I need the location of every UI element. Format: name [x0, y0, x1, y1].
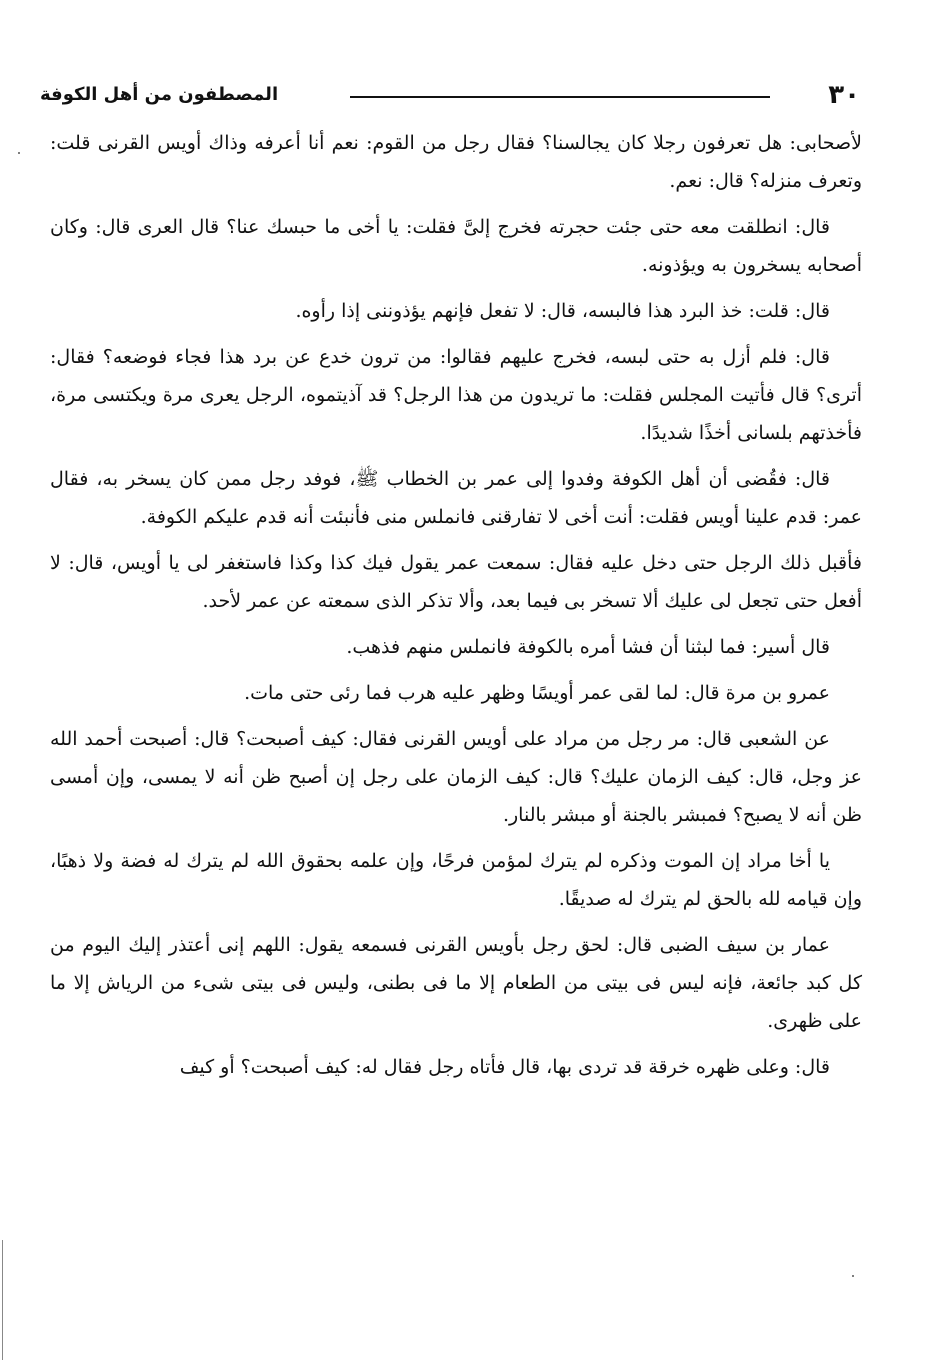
paragraph: قال: وعلى ظهره خرقة قد تردى بها، قال فأتاه رجل فقال له: كيف أصبحت؟ أو كيف: [179, 1056, 830, 1078]
paragraph: عمار بن سيف الضبى قال: لحق رجل بأويس القرنى فسمعه يقول: اللهم إنى أعتذر إليك اليوم من كل كبد جائعة، فإنه ليس فى بيتى من الطعام إلا ما فى بطنى، وليس فى بيتى شىء من الرياش إلا ما على ظهرى.: [50, 934, 862, 1032]
page-number: ٣٠: [828, 80, 860, 110]
paragraph: قال أسير: فما لبثنا أن فشا أمره بالكوفة فانملس منهم فذهب.: [346, 636, 830, 658]
paragraph: قال: قلت: خذ البرد هذا فالبسه، قال: لا تفعل فإنهم يؤذوننى إذا رأوه.: [295, 300, 830, 322]
paragraph: يا أخا مراد إن الموت وذكره لم يترك لمؤمن فرحًا، وإن علمه بحقوق الله لم يترك له فضة ولا ذهبًا، وإن قيامه لله بالحق لم يترك له صديقًا.: [50, 850, 862, 910]
paragraph: قال: فلم أزل به حتى لبسه، فخرج عليهم فقالوا: من ترون خدع عن برد هذا فجاء فوضعه؟ فقال: أترى؟ قال فأتيت المجلس فقلت: ما تريدون من هذا الرجل؟ قد آذيتموه، الرجل يعرى مرة ويكتسى مرة، فأخذتهم بلسانى أخذًا شديدًا.: [50, 346, 862, 444]
paragraph: عمرو بن مرة قال: لما لقى عمر أويسًا وظهر عليه هرب فما رئى حتى مات.: [244, 682, 830, 704]
scan-speck: [18, 152, 20, 154]
paragraph: قال: فقُضى أن أهل الكوفة وفدوا إلى عمر بن الخطاب ﷺ، فوفد رجل ممن كان يسخر به، فقال عمر: قدم علينا أويس فقلت: أنت أخى لا تفارقنى فانملس منى فأنبئت أنه قدم عليكم الكوفة.: [50, 468, 862, 528]
paragraph: قال: انطلقت معه حتى جئت حجرته فخرج إلىَّ فقلت: يا أخى ما حبسك عنا؟ قال العرى قال: وكان أصحابه يسخرون به ويؤذونه.: [50, 216, 862, 276]
scan-margin-line: [2, 1240, 3, 1360]
paragraph: عن الشعبى قال: مر رجل من مراد على أويس القرنى فقال: كيف أصبحت؟ قال: أصبحت أحمد الله عز وجل، قال: كيف الزمان عليك؟ قال: كيف الزمان على رجل إن أصبح ظن أنه لا يمسى، وإن أمسى ظن أنه لا يصبح؟ فمبشر بالجنة أو مبشر بالنار.: [50, 728, 862, 826]
header-rule: [350, 96, 770, 98]
page-header: [40, 78, 860, 118]
paragraph: لأصحابى: هل تعرفون رجلا كان يجالسنا؟ فقال رجل من القوم: نعم أنا أعرفه وذاك أويس القرنى قلت: وتعرف منزله؟ قال: نعم.: [50, 132, 862, 192]
body-text: [50, 124, 862, 1094]
running-title: المصطفون من أهل الكوفة: [40, 84, 279, 105]
scan-speck: [852, 1275, 854, 1277]
paragraph: فأقبل ذلك الرجل حتى دخل عليه فقال: سمعت عمر يقول فيك كذا وكذا فاستغفر لى يا أويس، قال: لا أفعل حتى تجعل لى عليك ألا تسخر بى فيما بعد، وألا تذكر الذى سمعته عن عمر لأحد.: [50, 552, 862, 612]
